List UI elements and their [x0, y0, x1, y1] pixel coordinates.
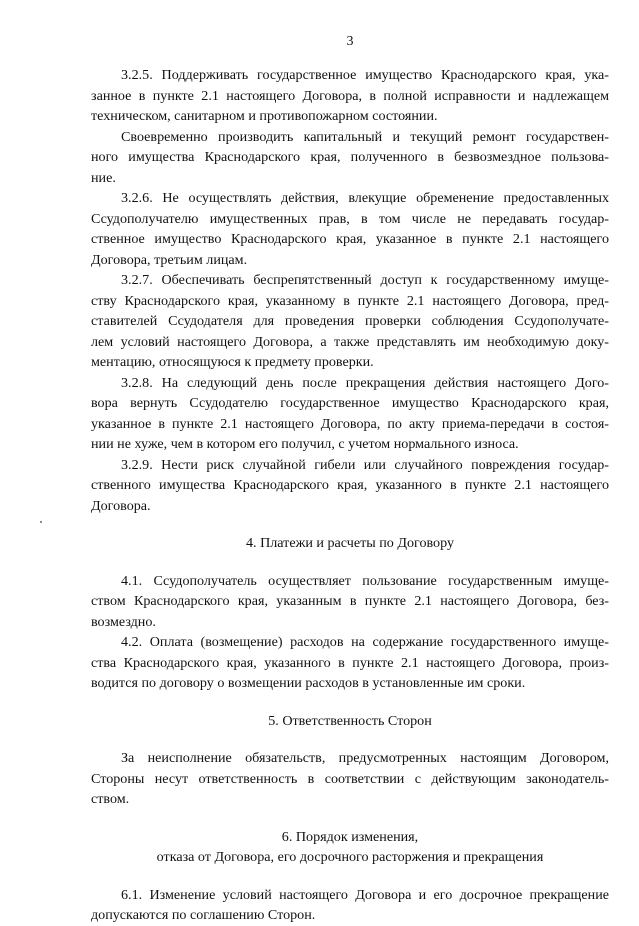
- clause-3-2-8: [91, 373, 609, 455]
- text-line: 3.2.9. Нести риск случайной гибели или случайного повреждения государ-: [121, 456, 609, 473]
- text-line: Договора, третьим лицам.: [91, 251, 248, 268]
- text-line: ного имущества Краснодарского края, полученного в безвозмездное пользова-: [91, 149, 609, 165]
- clause-4-2: [91, 632, 609, 694]
- text-line: Стороны несут ответственность в соответствии с действующим законодатель-: [91, 770, 609, 787]
- text-line: ством.: [91, 791, 130, 807]
- section-6-heading-line2: отказа от Договора, его досрочного расторжения и прекращения: [156, 849, 544, 865]
- text-line: возмездно.: [91, 613, 156, 630]
- text-line: ства Краснодарского края, указанного в пункте 2.1 настоящего Договора, произ-: [91, 654, 609, 671]
- text-line: 3.2.5. Поддерживать государственное имущество Краснодарского края, ука-: [121, 67, 609, 83]
- text-line: 4.1. Ссудополучатель осуществляет пользование государственным имуще-: [121, 572, 609, 589]
- clause-3-2-5: [91, 65, 609, 127]
- text-line: ставителей Ссудодателя для проведения проверки соблюдения Ссудополучате-: [91, 313, 609, 329]
- text-line: занное в пункте 2.1 настоящего Договора, в полной исправности и надлежащем: [91, 87, 609, 104]
- clause-3-2-7: [91, 270, 609, 373]
- text-line: водится по договору о возмещении расходов в установленные им сроки.: [91, 675, 526, 691]
- section-6-heading-line1: 6. Порядок изменения,: [281, 828, 419, 845]
- text-line: Своевременно производить капитальный и текущий ремонт государствен-: [121, 128, 609, 145]
- clause-3-2-6: [91, 188, 609, 270]
- text-line: За неисполнение обязательств, предусмотренных настоящим Договором,: [121, 750, 609, 766]
- section-4-heading: 4. Платежи и расчеты по Договору: [245, 535, 454, 551]
- clause-3-2-5-repair: [91, 127, 609, 189]
- text-line: ством Краснодарского края, указанным в пункте 2.1 настоящего Договора, без-: [91, 593, 609, 609]
- text-line: 3.2.7. Обеспечивать беспрепятственный доступ к государственному имуще-: [121, 272, 609, 288]
- section-5-text: [91, 748, 609, 810]
- text-line: Договора.: [91, 497, 151, 514]
- text-line: нии не хуже, чем в котором его получил, с учетом нормального износа.: [91, 436, 519, 452]
- text-line: ние.: [91, 169, 116, 186]
- text-line: 4.2. Оплата (возмещение) расходов на содержание государственного имуще-: [121, 634, 609, 650]
- clause-6-1: [91, 885, 609, 926]
- text-line: техническом, санитарном и противопожарном состоянии.: [91, 108, 438, 124]
- page-number: 3: [346, 34, 354, 49]
- text-line: ственного имущества Краснодарского края, указанного в пункте 2.1 настоящего: [91, 477, 609, 493]
- text-line: ственное имущество Краснодарского края, указанное в пункте 2.1 настоящего: [91, 231, 609, 247]
- text-line: 3.2.6. Не осуществлять действия, влекущие обременение предоставленных: [121, 190, 609, 206]
- clause-3-2-9: [91, 455, 609, 517]
- text-line: указанное в пункте 2.1 настоящего Договора, по акту приема-передачи в состоя-: [91, 415, 609, 432]
- text-line: 6.1. Изменение условий настоящего Договора и его досрочное прекращение: [121, 886, 609, 903]
- text-line: 3.2.8. На следующий день после прекращения действия настоящего Дого-: [121, 374, 609, 391]
- text-line: допускаются по соглашению Сторон.: [91, 907, 316, 923]
- text-line: лем условий настоящего Договора, а также представлять им необходимую доку-: [91, 333, 609, 350]
- text-line: Ссудополучателю имущественных прав, в том числе не передавать государ-: [91, 210, 609, 227]
- text-line: ству Краснодарского края, указанному в пункте 2.1 настоящего Договора, пред-: [91, 292, 609, 309]
- clause-4-1: [91, 571, 609, 633]
- scan-speck: [40, 521, 42, 523]
- section-5-heading: 5. Ответственность Сторон: [268, 712, 432, 729]
- text-line: ментацию, относящуюся к предмету проверки.: [91, 354, 374, 370]
- text-line: вора вернуть Ссудодателю государственное имущество Краснодарского края,: [91, 395, 609, 411]
